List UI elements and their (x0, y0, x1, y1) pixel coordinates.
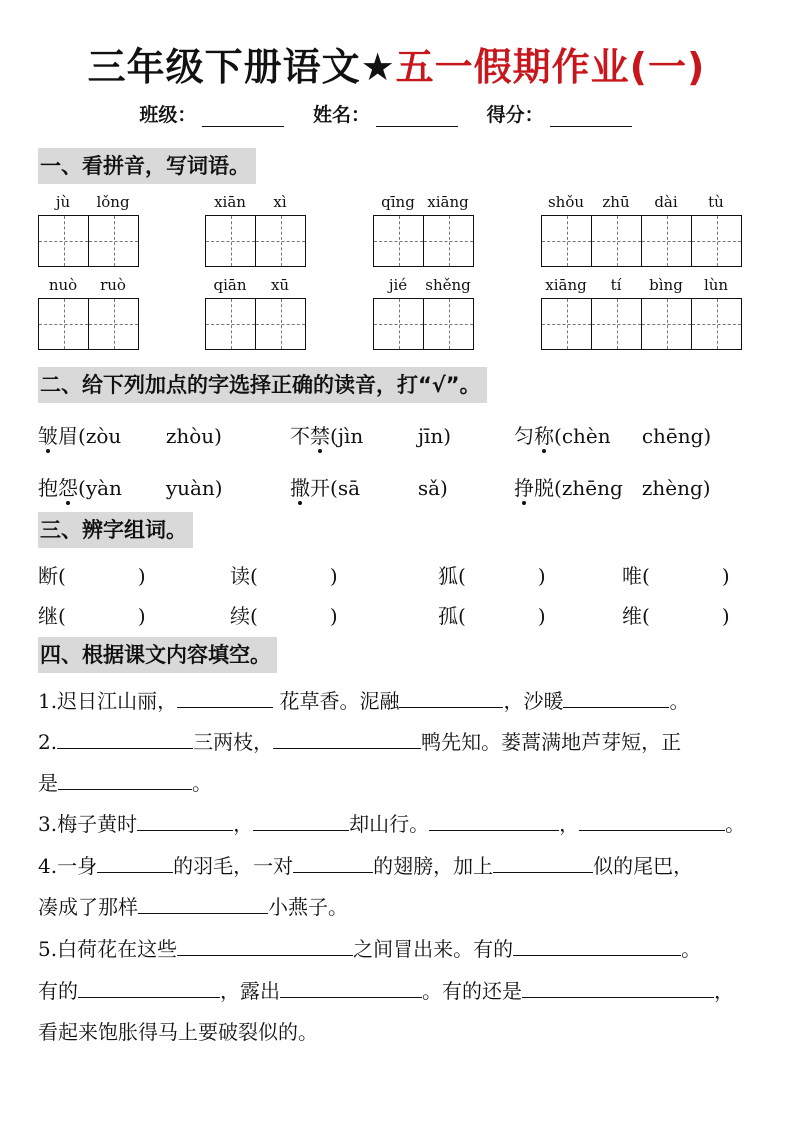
pinyin-row (205, 193, 306, 215)
paren-open: ( (250, 564, 258, 588)
dotted-character: 挣 (514, 476, 534, 500)
q4-text-d: 似的尾巴， (593, 854, 694, 878)
writing-cell[interactable] (542, 299, 592, 349)
dotted-character: 皱 (38, 424, 58, 448)
writing-cell[interactable] (89, 299, 139, 349)
writing-cell[interactable] (542, 216, 592, 266)
writing-cell[interactable] (374, 299, 424, 349)
paren-open: ( (58, 604, 66, 628)
reading-choice-item (290, 420, 451, 449)
q3-text-e: 。 (725, 812, 746, 836)
q1-blank-1[interactable] (177, 689, 273, 708)
paren-open: ( (642, 604, 650, 628)
target-character: 读 (230, 564, 250, 588)
q3-blank-4[interactable] (579, 812, 725, 831)
writing-cell[interactable] (692, 299, 742, 349)
option-2[interactable]: zhòu (165, 424, 215, 448)
word-build-item (622, 600, 730, 629)
paren-close: ) (721, 604, 730, 628)
reading-choice-item (290, 472, 448, 501)
dotted-character: 禁 (310, 424, 330, 448)
writing-boxes (205, 298, 306, 350)
writing-boxes (205, 215, 306, 267)
pinyin-syllable: nuò (48, 276, 78, 294)
paren-open: ( (330, 424, 338, 448)
q1-blank-3[interactable] (563, 689, 669, 708)
paren-open: ( (642, 564, 650, 588)
q2-blank-2[interactable] (273, 730, 421, 749)
paren-close: ) (703, 424, 712, 448)
paren-open: ( (554, 476, 562, 500)
paren-close: ) (443, 424, 452, 448)
pinyin-syllable: jù (55, 193, 71, 211)
q4-blank-1[interactable] (97, 854, 173, 873)
word-character: 匀 (514, 424, 534, 448)
q3-text-c: 却山行。 (349, 812, 430, 836)
paren-close: ) (329, 604, 338, 628)
option-2[interactable]: zhèng (641, 476, 703, 500)
dotted-character: 怨 (58, 476, 78, 500)
q3-blank-3[interactable] (429, 812, 559, 831)
dotted-character: 撒 (290, 476, 310, 500)
score-field[interactable] (550, 106, 632, 127)
writing-cell[interactable] (592, 299, 642, 349)
pinyin-syllable: xiāng (545, 276, 587, 294)
pinyin-group (38, 193, 139, 267)
word-character: 抱 (38, 476, 58, 500)
pinyin-row (541, 276, 742, 298)
paren-close: ) (537, 604, 546, 628)
q5-blank-1[interactable] (177, 937, 353, 956)
writing-cell[interactable] (374, 216, 424, 266)
q2-text-c: 鸭先知。蒌蒿满地芦芽短，正 (421, 730, 682, 754)
question-3 (38, 808, 745, 837)
target-character: 续 (230, 604, 250, 628)
writing-boxes (373, 215, 474, 267)
word-character: 开 (310, 476, 330, 500)
pinyin-syllable: jié (388, 276, 408, 294)
paren-close: ) (137, 564, 146, 588)
option-2[interactable]: jīn (417, 424, 444, 448)
target-character: 狐 (438, 564, 458, 588)
paren-close: ) (721, 564, 730, 588)
q1-text-a: 1.迟日江山丽， (38, 689, 178, 713)
q3-text-b: ， (233, 812, 254, 836)
question-5-cont (38, 975, 734, 1004)
q1-text-d: 。 (669, 689, 690, 713)
writing-boxes (373, 298, 474, 350)
q2-blank-3[interactable] (58, 771, 192, 790)
pinyin-syllable: qīng (381, 193, 415, 211)
q2-text-d: 是 (38, 771, 58, 795)
option-1[interactable]: zòu (85, 424, 122, 448)
q3-text-a: 3.梅子黄时 (38, 812, 138, 836)
writing-cell[interactable] (39, 216, 89, 266)
target-character: 维 (622, 604, 642, 628)
pinyin-row (205, 276, 306, 298)
q5-text-b: 之间冒出来。有的 (353, 937, 514, 961)
q4-text-c: 的翅膀，加上 (373, 854, 494, 878)
pinyin-syllable: xì (273, 193, 287, 211)
word-character: 脱 (534, 476, 554, 500)
paren-close: ) (329, 564, 338, 588)
option-1[interactable]: jìn (337, 424, 364, 448)
target-character: 唯 (622, 564, 642, 588)
pinyin-row (38, 193, 139, 215)
pinyin-group (373, 276, 474, 350)
q4-blank-4[interactable] (138, 895, 268, 914)
title-red: 五一假期作业(一) (395, 45, 706, 89)
pinyin-syllable: zhū (602, 193, 630, 211)
name-label: 姓名： (312, 104, 370, 126)
writing-cell[interactable] (256, 216, 306, 266)
q2-text-e: 。 (192, 771, 212, 795)
q2-blank-1[interactable] (57, 730, 193, 749)
q5-blank-2[interactable] (513, 937, 681, 956)
writing-cell[interactable] (424, 299, 474, 349)
pinyin-group (541, 193, 742, 267)
question-4-cont (38, 891, 348, 920)
dotted-character: 称 (534, 424, 554, 448)
name-field[interactable] (376, 106, 458, 127)
paren-close: ) (137, 604, 146, 628)
paren-close: ) (702, 476, 711, 500)
paren-open: ( (458, 564, 466, 588)
word-character: 不 (290, 424, 310, 448)
writing-cell[interactable] (592, 216, 642, 266)
question-2-cont (38, 767, 212, 796)
q4-blank-3[interactable] (493, 854, 593, 873)
q5-text-e: ，露出 (220, 979, 280, 1003)
pinyin-syllable: lǒng (96, 193, 130, 211)
q4-text-f: 小燕子。 (268, 895, 348, 919)
pinyin-syllable: shǒu (547, 193, 585, 211)
pinyin-row (541, 193, 742, 215)
pinyin-syllable: tí (610, 276, 622, 294)
word-build-item (438, 560, 546, 589)
pinyin-row (38, 276, 139, 298)
paren-open: ( (554, 424, 562, 448)
option-2[interactable]: sǎ (417, 476, 440, 500)
class-label: 班级： (139, 104, 197, 126)
writing-cell[interactable] (642, 299, 692, 349)
option-2[interactable]: chēng (641, 424, 704, 448)
pinyin-syllable: ruò (100, 276, 126, 294)
paren-open: ( (78, 476, 86, 500)
title-black: 三年级下册语文★ (87, 45, 396, 89)
q4-text-b: 的羽毛，一对 (173, 854, 294, 878)
option-1[interactable]: yàn (85, 476, 122, 500)
section-4-heading: 四、根据课文内容填空。 (38, 637, 277, 673)
pinyin-row (373, 276, 474, 298)
q1-blank-2[interactable] (399, 689, 503, 708)
pinyin-group (373, 193, 474, 267)
pinyin-syllable: lùn (703, 276, 729, 294)
question-4 (38, 850, 693, 879)
pinyin-syllable: xiāng (427, 193, 469, 211)
section-1-heading: 一、看拼音，写词语。 (38, 148, 256, 184)
option-1[interactable]: sā (337, 476, 360, 500)
writing-boxes (541, 215, 742, 267)
q2-text-b: 三两枝， (193, 730, 274, 754)
paren-open: ( (330, 476, 338, 500)
writing-cell[interactable] (642, 216, 692, 266)
q5-blank-4[interactable] (280, 979, 422, 998)
target-character: 断 (38, 564, 58, 588)
pinyin-syllable: tù (708, 193, 724, 211)
score-label: 得分： (486, 104, 544, 126)
question-1 (38, 685, 689, 714)
q3-blank-2[interactable] (253, 812, 349, 831)
paren-open: ( (78, 424, 86, 448)
paren-close: ) (214, 476, 223, 500)
pinyin-group (205, 276, 306, 350)
page-title (0, 36, 793, 91)
q2-text-a: 2. (38, 730, 58, 754)
pinyin-row (373, 193, 474, 215)
writing-cell[interactable] (206, 299, 256, 349)
question-2 (38, 726, 681, 755)
reading-choice-item (514, 420, 711, 449)
q4-text-e: 凑成了那样 (38, 895, 138, 919)
word-build-item (38, 560, 146, 589)
q5-blank-3[interactable] (78, 979, 220, 998)
writing-cell[interactable] (39, 299, 89, 349)
q4-blank-2[interactable] (293, 854, 373, 873)
writing-cell[interactable] (206, 216, 256, 266)
paren-open: ( (250, 604, 258, 628)
paren-close: ) (440, 476, 448, 500)
pinyin-syllable: dài (654, 193, 678, 211)
pinyin-syllable: xiān (214, 193, 246, 211)
pinyin-group (205, 193, 306, 267)
word-build-item (438, 600, 546, 629)
word-build-item (230, 600, 338, 629)
q4-text-a: 4.一身 (38, 854, 98, 878)
writing-cell[interactable] (424, 216, 474, 266)
q1-text-c: ，沙暖 (503, 689, 564, 713)
option-1[interactable]: zhēng (561, 476, 623, 500)
paren-open: ( (58, 564, 66, 588)
q5-text-g: ， (714, 979, 734, 1003)
q5-text-a: 5.白荷花在这些 (38, 937, 178, 961)
q1-text-b: 花草香。泥融 (279, 689, 400, 713)
writing-cell[interactable] (256, 299, 306, 349)
option-2[interactable]: yuàn (165, 476, 215, 500)
target-character: 继 (38, 604, 58, 628)
q5-text-f: 。有的还是 (422, 979, 522, 1003)
pinyin-group (541, 276, 742, 350)
paren-open: ( (458, 604, 466, 628)
class-field[interactable] (202, 106, 284, 127)
pinyin-syllable: shěng (425, 276, 471, 294)
section-2-heading: 二、给下列加点的字选择正确的读音，打“√”。 (38, 367, 487, 403)
pinyin-syllable: xū (270, 276, 290, 294)
student-info (0, 100, 793, 127)
q5-blank-5[interactable] (522, 979, 714, 998)
word-build-item (622, 560, 730, 589)
writing-cell[interactable] (89, 216, 139, 266)
word-build-item (38, 600, 146, 629)
q3-text-d: ， (559, 812, 580, 836)
q3-blank-1[interactable] (137, 812, 233, 831)
writing-boxes (541, 298, 742, 350)
word-character: 眉 (58, 424, 78, 448)
question-5-end: 看起来饱胀得马上要破裂似的。 (38, 1020, 318, 1044)
section-3-heading: 三、辨字组词。 (38, 512, 193, 548)
pinyin-syllable: bìng (649, 276, 683, 294)
paren-close: ) (214, 424, 222, 448)
q5-text-c: 。 (681, 937, 702, 961)
paren-close: ) (537, 564, 546, 588)
writing-cell[interactable] (692, 216, 742, 266)
q5-text-d: 有的 (38, 979, 78, 1003)
pinyin-syllable: qiān (213, 276, 247, 294)
question-5 (38, 933, 701, 962)
writing-boxes (38, 298, 139, 350)
pinyin-group (38, 276, 139, 350)
reading-choice-item (38, 472, 223, 501)
reading-choice-item (514, 472, 711, 501)
writing-boxes (38, 215, 139, 267)
option-1[interactable]: chèn (561, 424, 611, 448)
word-build-item (230, 560, 338, 589)
target-character: 孤 (438, 604, 458, 628)
reading-choice-item (38, 420, 222, 449)
